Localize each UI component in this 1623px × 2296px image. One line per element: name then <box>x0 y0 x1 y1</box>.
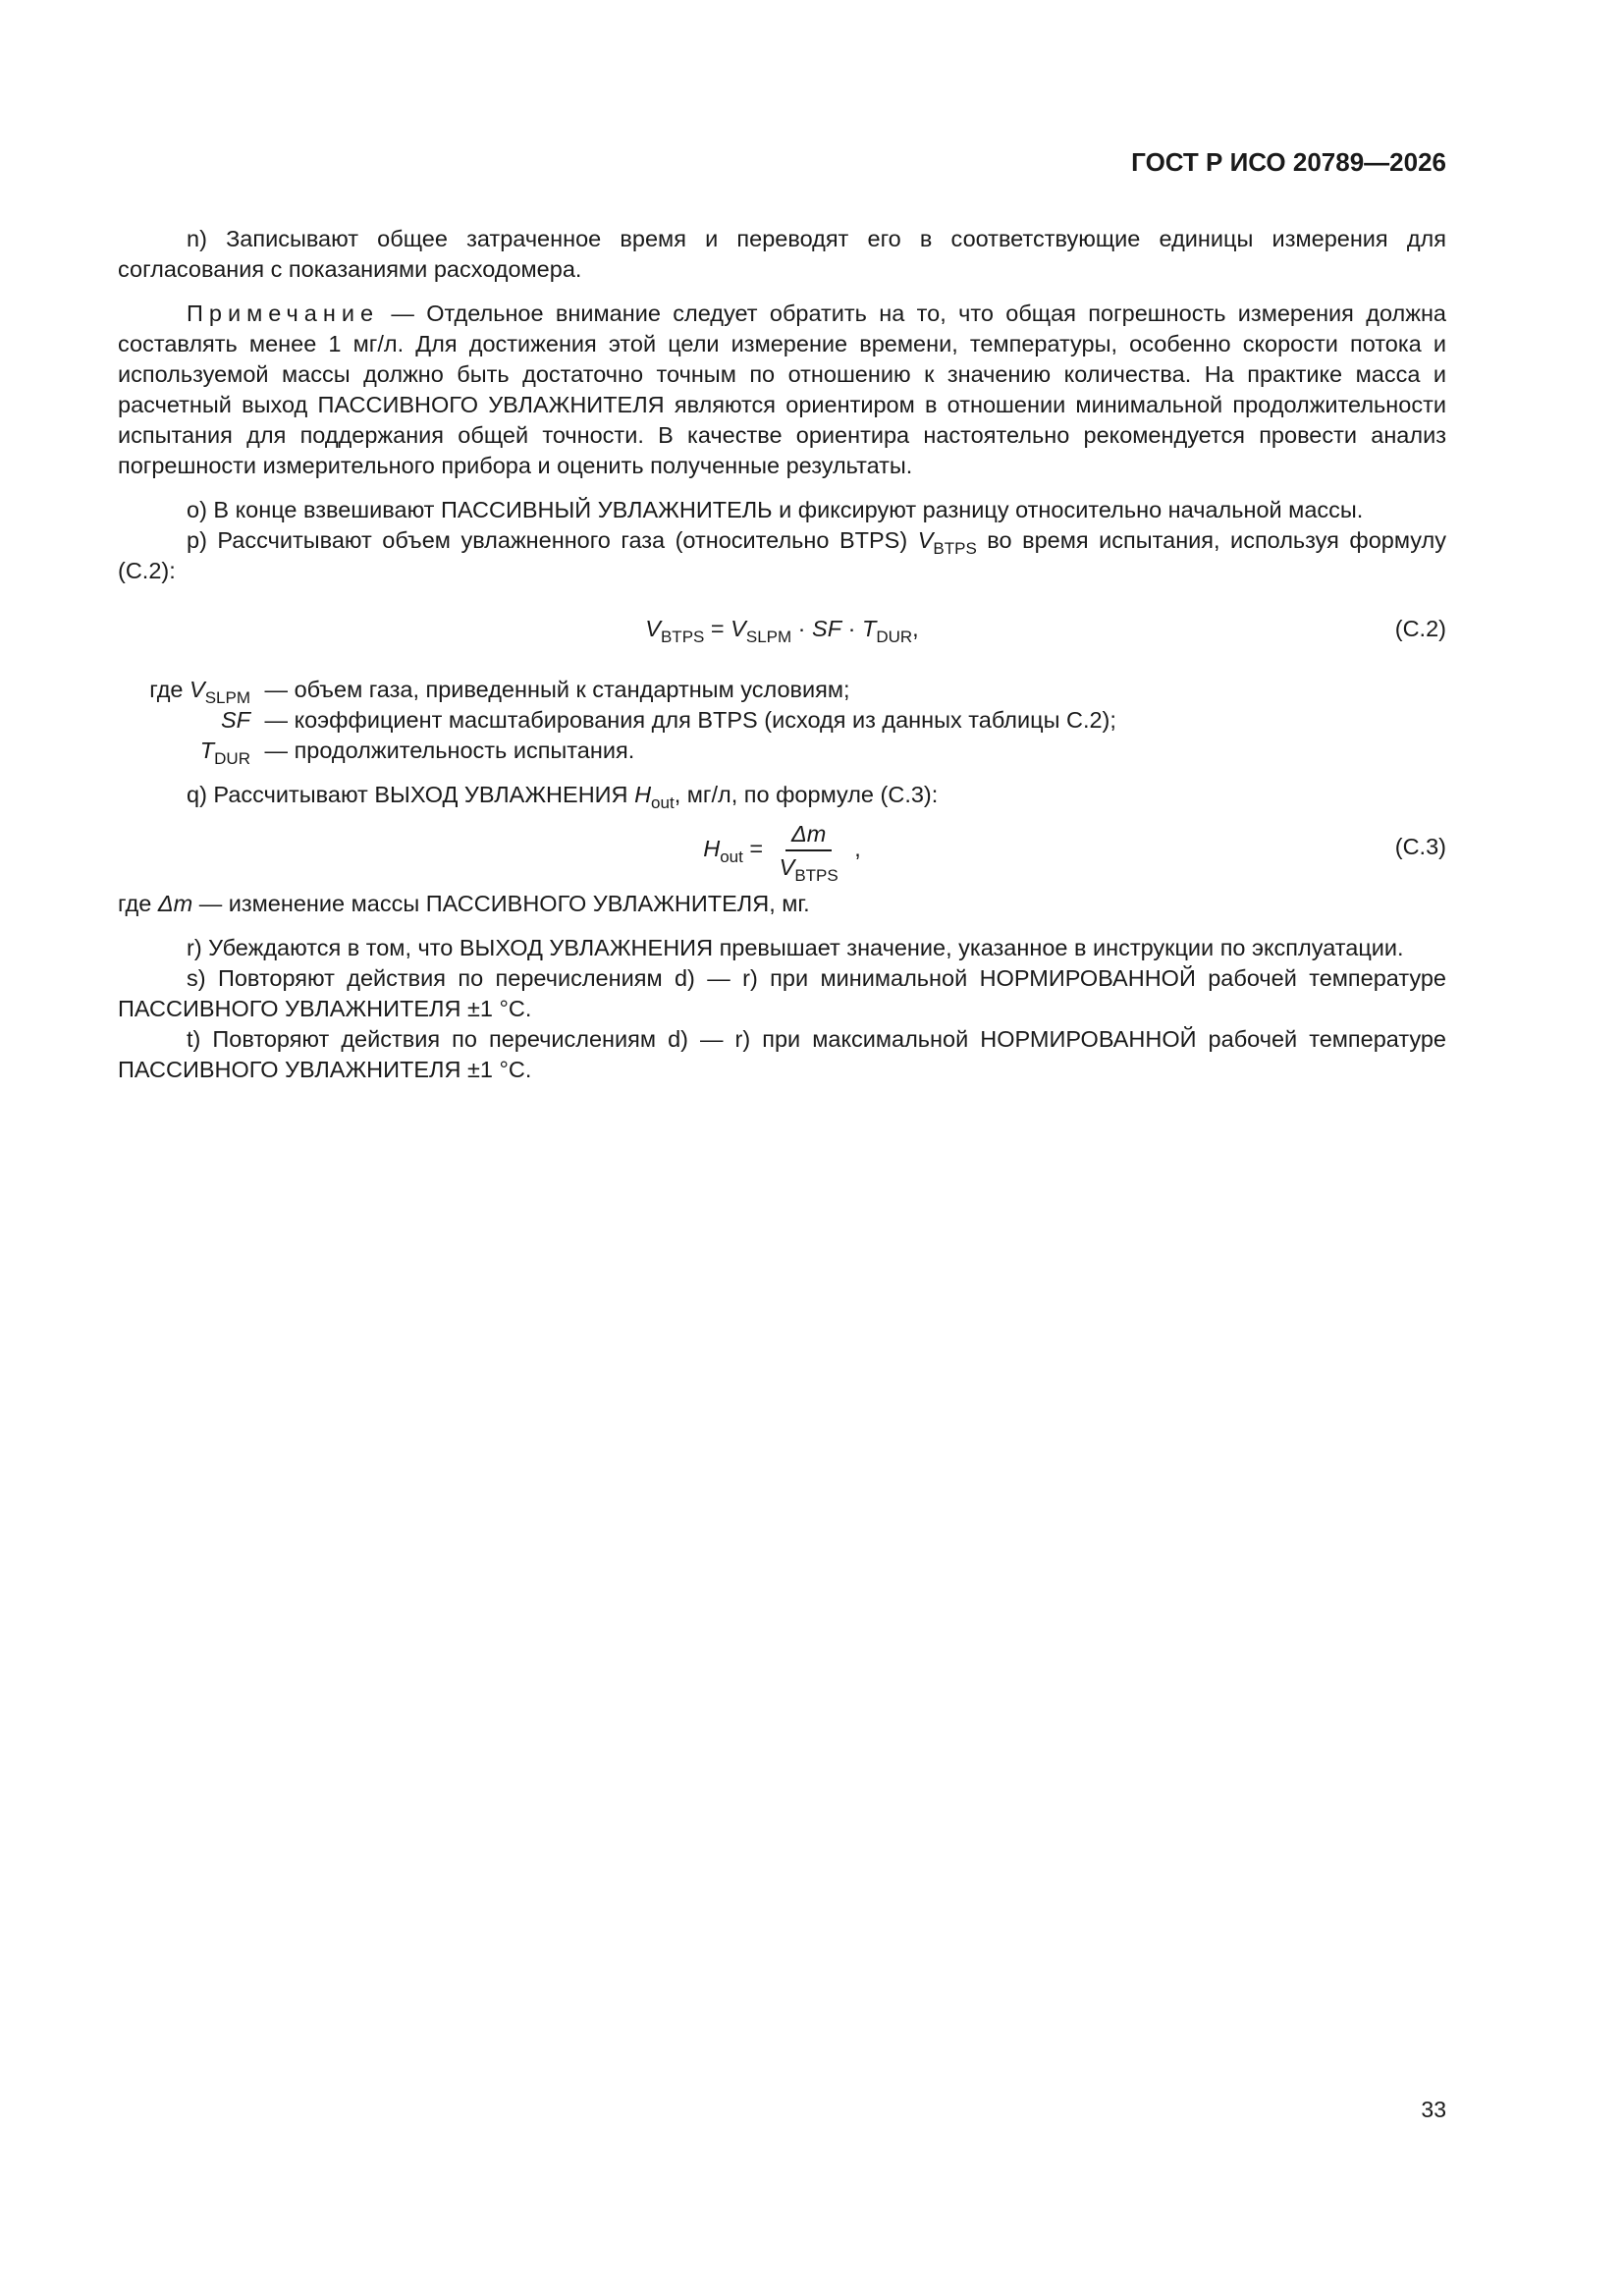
where-c2-dur: DUR <box>214 749 250 768</box>
where-c2-dash-3: — <box>258 738 295 763</box>
where-c2-vslpm-symbol <box>118 675 250 705</box>
symbol-btps-sub: BTPS <box>933 539 977 558</box>
item-p <box>118 525 1446 586</box>
item-q-text-b: , мг/л, по формуле (С.3): <box>674 782 939 807</box>
symbol-v: V <box>917 527 934 553</box>
where-c2-vslpm-text: объем газа, приведенный к стандартным условиям; <box>294 677 850 702</box>
where-c2-sf-symbol <box>118 705 250 736</box>
formula-c3 <box>118 816 1446 885</box>
formula-c3-fraction <box>774 820 844 885</box>
note-label: Примечание <box>187 301 380 326</box>
formula-c2-t: T <box>861 616 877 641</box>
formula-c3-denominator <box>774 851 844 885</box>
formula-c2-end: , <box>912 616 919 641</box>
item-s: s) Повторяют действия по перечислениям d) — r) при минимальной НОРМИРОВАННОЙ рабочей температуре ПАССИВНОГО УВЛАЖНИТЕЛЯ ±1 °С. <box>118 965 1446 1021</box>
formula-c3-btps: BTPS <box>794 866 839 885</box>
formula-c2-v2: V <box>730 616 746 641</box>
item-o: o) В конце взвешивают ПАССИВНЫЙ УВЛАЖНИТЕЛЬ и фиксируют разницу относительно начальной массы. <box>187 497 1364 522</box>
formula-c3-dm: Δm <box>791 821 827 847</box>
formula-c2-btps: BTPS <box>660 628 705 646</box>
item-q-out: out <box>651 793 675 812</box>
where-c2-sf-text: коэффициент масштабирования для BTPS (исходя из данных таблицы С.2); <box>294 707 1116 733</box>
note-dash: — <box>379 301 427 326</box>
where-c2-t: T <box>199 738 215 763</box>
note-text: Отдельное внимание следует обратить на то, что общая погрешность измерения должна составлять менее 1 мг/л. Для достижения этой цели измерение времени, температуры, особенно скорости потока и используемой массы должно быть достаточно точным по отношению к значению количества. На практике масса и расчетный выход ПАССИВНОГО УВЛАЖНИТЕЛЯ являются ориентиром в отношении минимальной продолжительности испытания для поддержания общей точности. В качестве ориентира настоятельно рекомендуется провести анализ погрешности измерительного прибора и оценить полученные результаты. <box>118 301 1446 478</box>
formula-c3-eq: = <box>742 836 770 862</box>
where-c2-v: V <box>189 677 205 702</box>
where-c3 <box>118 889 1446 919</box>
note-paragraph <box>118 299 1446 481</box>
page-number: 33 <box>1421 2097 1446 2122</box>
formula-c3-out: out <box>720 847 743 867</box>
formula-c2-slpm: SLPM <box>745 628 792 646</box>
item-t: t) Повторяют действия по перечислениям d) — r) при максимальной НОРМИРОВАННОЙ рабочей температуре ПАССИВНОГО УВЛАЖНИТЕЛЯ ±1 °С. <box>118 1026 1446 1082</box>
formula-c2-eq: = <box>704 616 731 641</box>
where-c2-dash-1: — <box>258 677 295 702</box>
formula-c3-end: , <box>847 836 861 862</box>
where-c3-text: изменение массы ПАССИВНОГО УВЛАЖНИТЕЛЯ, мг. <box>228 891 810 916</box>
where-c2 <box>118 675 1446 766</box>
item-n: n) Записывают общее затраченное время и переводят его в соответствующие единицы измерения для согласования с показаниями расходомера. <box>118 226 1446 282</box>
formula-c2-dur: DUR <box>876 628 913 646</box>
where-c2-slpm: SLPM <box>204 688 250 707</box>
document-header: ГОСТ Р ИСО 20789—2026 <box>1131 147 1446 177</box>
formula-c2-expression <box>118 614 1446 644</box>
formula-c2-dot2: · <box>841 616 862 641</box>
formula-c2-dot1: · <box>791 616 813 641</box>
item-r: r) Убеждаются в том, что ВЫХОД УВЛАЖНЕНИЯ превышает значение, указанное в инструкции по эксплуатации. <box>187 935 1404 960</box>
where-c2-tdur-symbol <box>118 736 250 766</box>
item-p-text-b: во время испытания, используя формулу (C.2): <box>118 527 1446 583</box>
formula-c3-expression <box>118 820 1446 885</box>
where-c3-dash: — <box>192 891 229 916</box>
formula-c2-v: V <box>645 616 661 641</box>
document-body <box>118 224 1446 1085</box>
where-c2-tdur-def <box>258 736 1446 766</box>
formula-c3-v: V <box>779 854 795 880</box>
formula-c2 <box>118 600 1446 661</box>
where-c3-prefix: где <box>118 891 158 916</box>
where-c2-dash-2: — <box>258 707 295 733</box>
where-c2-tdur-text: продолжительность испытания. <box>294 738 635 763</box>
item-q-text-a: q) Рассчитывают ВЫХОД УВЛАЖНЕНИЯ <box>187 782 635 807</box>
formula-c2-sf: SF <box>812 616 842 641</box>
where-c2-sf: SF <box>220 707 250 733</box>
where-c3-dm: Δm <box>157 891 193 916</box>
where-c2-prefix: где <box>149 677 190 702</box>
item-q-h: H <box>634 782 652 807</box>
formula-c3-numerator <box>785 820 832 851</box>
where-c2-sf-def <box>258 705 1446 736</box>
formula-c3-h: H <box>703 836 721 862</box>
item-p-text-a: p) Рассчитывают объем увлажненного газа (относительно BTPS) <box>187 527 918 553</box>
item-q <box>118 780 1446 810</box>
where-c2-vslpm-def <box>258 675 1446 705</box>
formula-c3-number: (C.3) <box>1394 834 1446 859</box>
formula-c2-number: (C.2) <box>1394 616 1446 641</box>
